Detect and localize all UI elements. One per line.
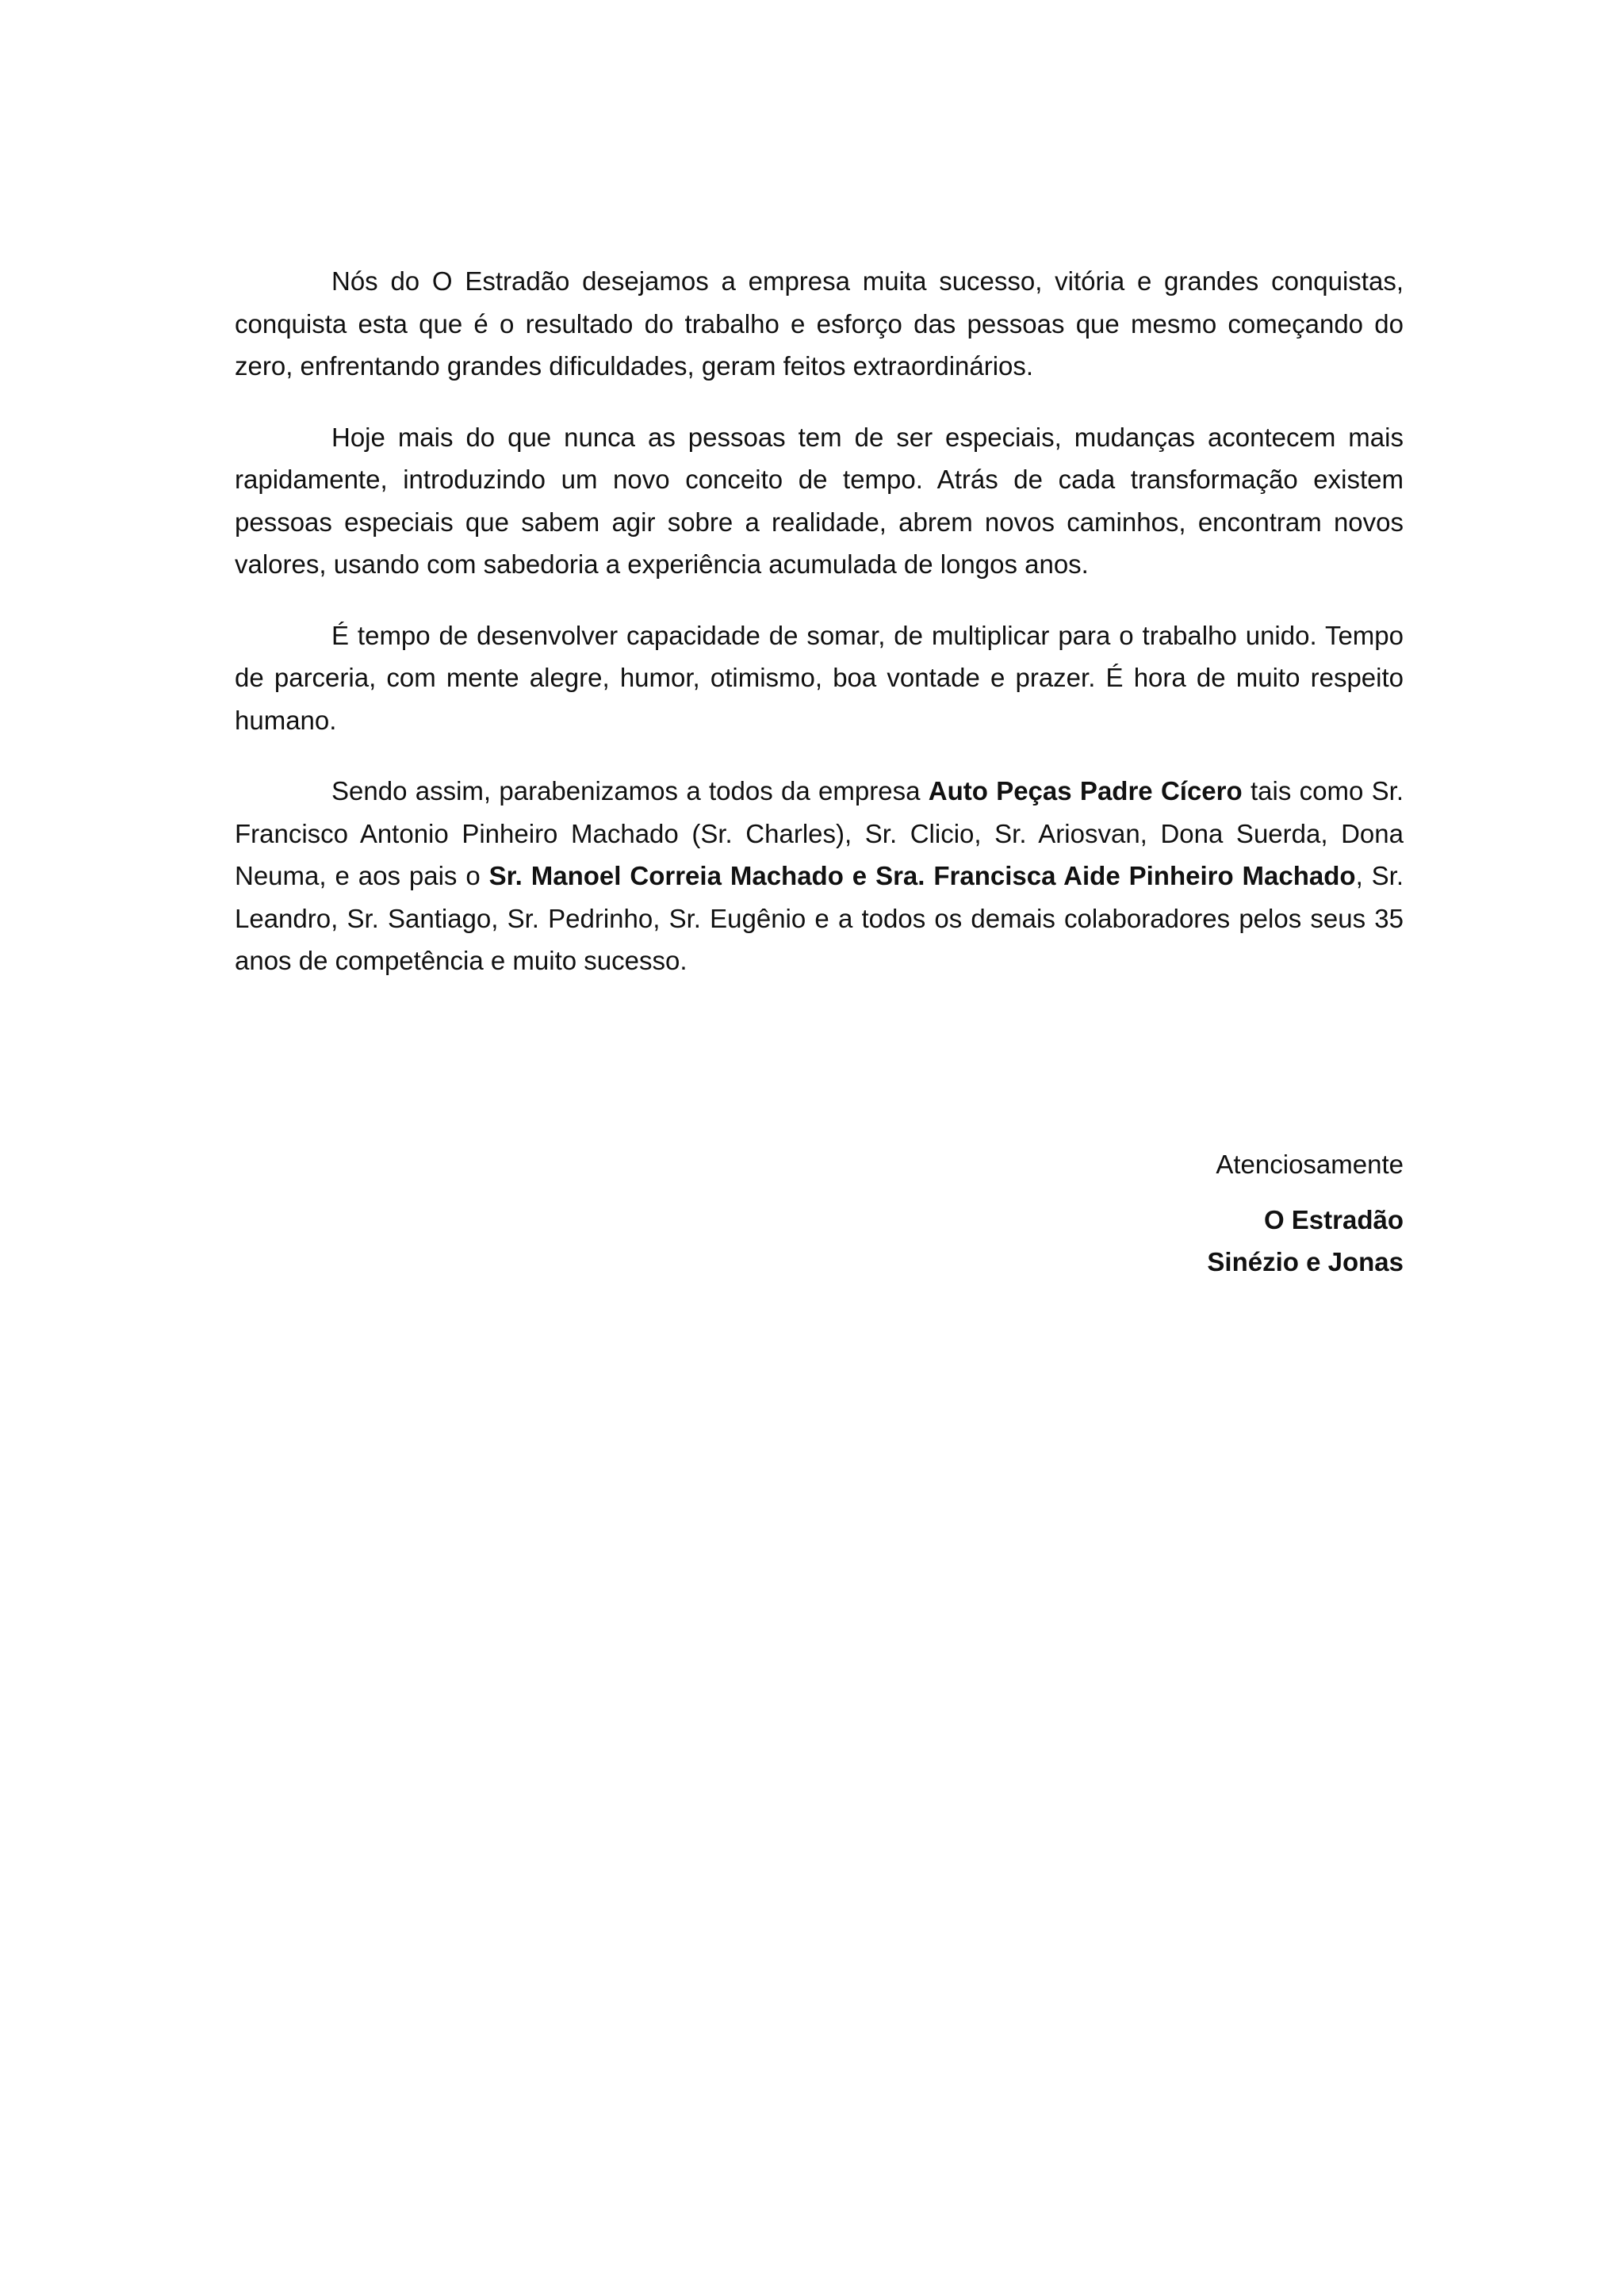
- bold-text-segment: Auto Peças Padre Cícero: [928, 776, 1243, 806]
- text-segment: , Sr. Leandro, Sr. Santiago, Sr. Pedrinho, Sr. Eugênio e a todos os demais colaboradores pelos seus 35 anos de competência e muito sucesso.: [235, 861, 1404, 975]
- bold-text-segment: Sr. Manoel Correia Machado e Sra. Francisca Aide Pinheiro Machado: [488, 861, 1356, 890]
- closing-greeting: Atenciosamente: [1216, 1150, 1404, 1179]
- text-segment: tais como Sr. Francisco Antonio Pinheiro Machado (Sr. Charles), Sr. Clicio, Sr. Ariosvan, Dona Suerda, Dona Neuma, e aos pais o: [235, 776, 1404, 890]
- text-segment: É tempo de desenvolver capacidade de somar, de multiplicar para o trabalho unido. Tempo de parceria, com mente alegre, humor, otimismo, boa vontade e prazer. É hora de muito respeito humano.: [235, 620, 1404, 735]
- text-segment: Nós do O Estradão desejamos a empresa muita sucesso, vitória e grandes conquistas, conquista esta que é o resultado do trabalho e esforço das pessoas que mesmo começando do zero, enfrentando grandes dificuldades, geram feitos extraordinários.: [235, 266, 1404, 381]
- paragraph-4: [235, 770, 1404, 982]
- paragraph-2: [235, 416, 1404, 586]
- paragraph-1: [235, 260, 1404, 388]
- text-segment: Sendo assim, parabenizamos a todos da empresa: [331, 776, 929, 806]
- text-segment: Hoje mais do que nunca as pessoas tem de ser especiais, mudanças acontecem mais rapidamente, introduzindo um novo conceito de tempo. Atrás de cada transformação existem pessoas especiais que sabem agir sobre a realidade, abrem novos caminhos, encontram novos valores, usando com sabedoria a experiência acumulada de longos anos.: [235, 422, 1404, 579]
- letter-closing: [235, 1143, 1404, 1284]
- signature-names: Sinézio e Jonas: [1207, 1247, 1404, 1276]
- letter-body: [235, 260, 1404, 1011]
- signature-company: O Estradão: [1263, 1204, 1404, 1234]
- paragraph-3: [235, 614, 1404, 742]
